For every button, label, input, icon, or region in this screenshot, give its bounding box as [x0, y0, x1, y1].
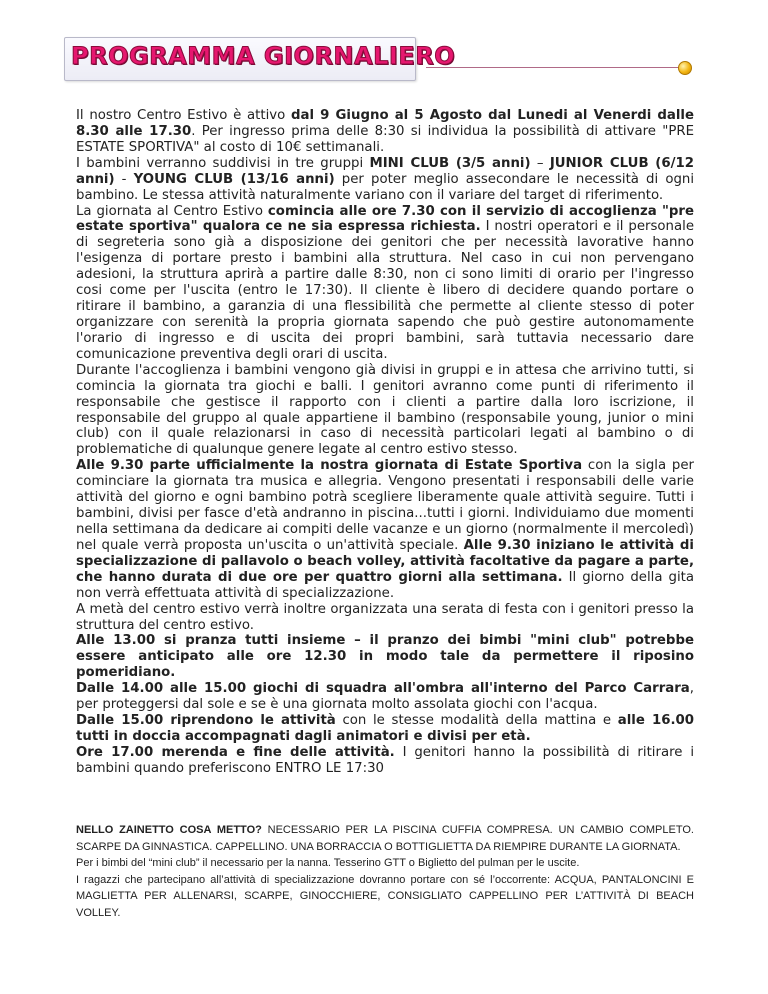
paragraph-8 — [76, 681, 694, 713]
text-run: . Per ingresso prima delle 8:30 si individua la possibilità di attivare "PRE ESTATE SPORTIVA" al costo di 10€ settimanali. — [76, 123, 694, 155]
bold-text: comincia alle ore 7.30 con il servizio di accoglienza "pre estate sportiva" qualora ce ne sia espressa richiesta. — [76, 203, 694, 235]
bold-text: Dalle 15.00 riprendono le attività — [76, 713, 336, 729]
paragraph-3 — [76, 204, 694, 363]
paragraph-1 — [76, 108, 694, 156]
note-3 — [76, 872, 694, 922]
paragraph-9 — [76, 713, 694, 745]
backpack-notes — [76, 822, 694, 921]
bold-text: Dalle 14.00 alle 15.00 giochi di squadra all'ombra all'interno del Parco Carrara — [76, 681, 690, 697]
text-run: Il nostro Centro Estivo è attivo — [76, 108, 291, 123]
bold-text: MINI CLUB (3/5 anni) — [369, 155, 531, 171]
header-rule — [426, 67, 680, 68]
text-run: per poter meglio assecondare le necessità di ogni bambino. Le stessa attività naturalmente variano con il variare del target di riferimento. — [76, 171, 695, 203]
bold-text: alle 16.00 tutti in doccia accompagnati dagli animatori e divisi per età. — [76, 713, 694, 744]
text-run: con la sigla per cominciare la giornata tra musica e allegria. Vengono presentati i responsabili delle varie attività del giorno e ogni bambino potrà scegliere liberamente quale attività seguire. Tutti i bambini, divisi per fasce d'età andranno in piscina...tutti i giorni. Individuiamo due momenti nella settimana da dedicare ai compiti delle vacanze e un giorno (normalmente il mercoledì) nel quale verrà proposta un'uscita o un'attività speciale. — [76, 458, 694, 553]
page-title: PROGRAMMA GIORNALIERO — [71, 42, 456, 70]
bold-text: Ore 17.00 merenda e fine delle attività. — [76, 744, 395, 760]
bullet-dot-icon — [678, 61, 692, 75]
text-run: – — [530, 155, 550, 171]
text-run: Il giorno della gita non verrà effettuata attività di specializzazione. — [76, 569, 694, 601]
paragraph-7 — [76, 633, 694, 681]
paragraph-5 — [76, 458, 694, 601]
text-run: , per proteggersi dal sole e se è una giornata molto assolata giochi con l'acqua. — [76, 681, 694, 713]
bold-text: Alle 13.00 si pranza tutti insieme – il pranzo dei bimbi "mini club" potrebbe essere anticipato alle ore 12.30 in modo tale da permettere il riposino pomeridiano. — [76, 633, 694, 681]
text-run: I ragazzi che partecipano all’attività di specializzazione dovranno portare con sé l’occorrente: ACQUA, PANTALONCINI E MAGLIETTA PER ALLENARSI, SCARPE, GINOCCHIERE, CONSIGLIATO CAPPELLINO PER L’ATTIVITÀ DI BEACH VOLLEY. — [76, 873, 694, 919]
bold-text: JUNIOR CLUB (6/12 anni) — [76, 155, 694, 187]
bold-text: NELLO ZAINETTO COSA METTO? — [76, 824, 262, 836]
paragraph-10 — [76, 745, 694, 777]
bold-text: YOUNG CLUB (13/16 anni) — [133, 171, 335, 187]
program-text — [76, 108, 694, 777]
title-banner — [64, 37, 456, 81]
text-run: Per i bimbi del “mini club” il necessario per la nanna. Tesserino GTT o Biglietto del pulman per le uscite. — [76, 857, 580, 869]
bold-text: Alle 9.30 parte ufficialmente la nostra giornata di Estate Sportiva — [76, 458, 583, 474]
paragraph-4 — [76, 363, 694, 459]
note-2 — [76, 855, 694, 872]
text-run: A metà del centro estivo verrà inoltre organizzata una serata di festa con i genitori presso la struttura del centro estivo. — [76, 601, 694, 633]
text-run: I nostri operatori e il personale di segreteria sono già a disposizione dei genitori che per necessità lavorative hanno l'esigenza di portare presto i bambini alla struttura. Nel caso in cui non pervengano adesioni, la struttura aprirà a partire dalle 8:30, non ci sono limiti di orario per l'ingresso cosi come per l'uscita (entro le 17:30). Il cliente è libero di decidere quando portare o ritirare il bambino, a garanzia di una flessibilità che permette al cliente stesso di poter organizzare con serenità la propria giornata sapendo che può gestire autonomamente l'orario di ingresso e di uscita dei propri bambini, sarà tuttavia necessario dare comunicazione preventiva degli orari di uscita. — [76, 219, 694, 362]
text-run: La giornata al Centro Estivo — [76, 203, 268, 219]
text-run: - — [114, 171, 134, 187]
page-header — [64, 37, 700, 87]
text-run: con le stesse modalità della mattina e — [335, 713, 618, 729]
bold-text: Alle 9.30 iniziano le attività di specializzazione di pallavolo o beach volley, attività facoltative da pagare a parte, che hanno durata di due ore per quattro giorni alla settimana. — [76, 537, 694, 585]
text-run: I bambini verranno suddivisi in tre gruppi — [76, 155, 370, 171]
paragraph-6 — [76, 602, 694, 634]
bold-text: dal 9 Giugno al 5 Agosto dal Lunedi al Venerdi dalle 8.30 alle 17.30 — [76, 108, 695, 139]
paragraph-2 — [76, 156, 694, 204]
text-run: Durante l'accoglienza i bambini vengono già divisi in gruppi e in attesa che arrivino tutti, si comincia la giornata tra giochi e balli. I genitori avranno come punti di riferimento il responsabile che gestisce il rapporto con i clienti a partire dalla loro iscrizione, il responsabile del gruppo al quale appartiene il bambino (responsabile young, junior o mini club) con il quale relazionarsi in caso di necessità particolari legati al bambino o di problematiche di qualunque genere legate al centro estivo stesso. — [76, 362, 694, 458]
note-1 — [76, 822, 694, 855]
text-run: I genitori hanno la possibilità di ritirare i bambini quando preferiscono ENTRO LE 17:30 — [76, 744, 695, 776]
text-run: NECESSARIO PER LA PISCINA CUFFIA COMPRESA. UN CAMBIO COMPLETO. SCARPE DA GINNASTICA. CAPPELLINO. UNA BORRACCIA O BOTTIGLIETTA DA RIEMPIRE DURANTE LA GIORNATA. — [76, 824, 694, 853]
